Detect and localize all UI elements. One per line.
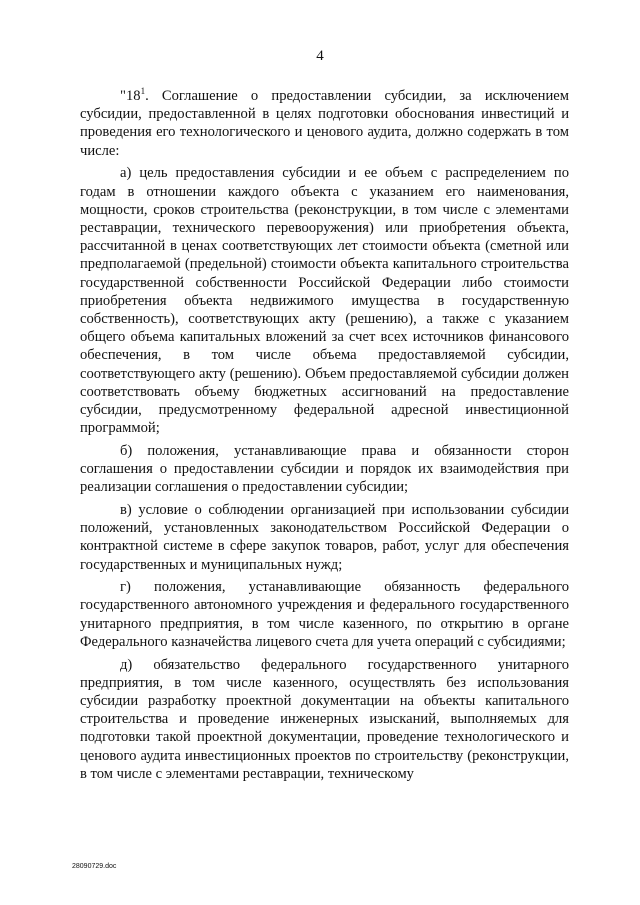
item-b-paragraph: б) положения, устанавливающие права и обязанности сторон соглашения о предоставлении субсидии и порядок их взаимодействия при реализации соглашения о предоставлении субсидии; — [80, 442, 569, 496]
intro-prefix: "18 — [120, 88, 141, 104]
intro-superscript: 1 — [140, 86, 146, 97]
page-number: 4 — [316, 48, 324, 64]
intro-text: . Соглашение о предоставлении субсидии, за исключением субсидии, предоставленной в целях подготовки обоснования инвестиций и проведения его технологического и ценового аудита, должно содержать в том числе: — [80, 88, 569, 159]
item-d-paragraph: г) положения, устанавливающие обязанность федерального государственного автономного учреждения и федерального государственного унитарного предприятия, в том числе казенного, по открытию в органе Федерального казначейства лицевого счета для учета операций с субсидиями; — [80, 579, 569, 650]
intro-paragraph — [80, 87, 569, 160]
document-body — [80, 87, 569, 788]
item-a-paragraph: а) цель предоставления субсидии и ее объем с распределением по годам в отношении каждого объекта с указанием его наименования, мощности, сроков строительства (реконструкции, в том числе с элементами реставрации, технического перевооружения) или приобретения объекта, рассчитанной в ценах соответствующих лет стоимости объекта (сметной или предполагаемой (предельной) стоимости объекта капитального строительства государственной собственности Российской Федерации либо стоимости приобретения объекта недвижимого имущества в государственную собственность), соответствующих акту (решению), а также с указанием общего объема капитальных вложений за счет всех источников финансового обеспечения, в том числе объема предоставляемой субсидии, соответствующего акту (решению). Объем предоставляемой субсидии должен соответствовать объему бюджетных ассигнований на предоставление субсидии, предусмотренному федеральной адресной инвестиционной программой; — [80, 165, 569, 437]
item-e-paragraph: д) обязательство федерального государственного унитарного предприятия, в том числе казенного, осуществлять без использования субсидии разработку проектной документации на объекты капитального строительства и проведение инженерных изысканий, выполняемых для подготовки такой проектной документации, проведение технологического и ценового аудита инвестиционных проектов по строительству (реконструкции, в том числе с элементами реставрации, техническому — [80, 656, 569, 782]
file-name-footer: 28090729.doc — [72, 863, 117, 870]
item-c-paragraph: в) условие о соблюдении организацией при использовании субсидии положений, установленных законодательством Российской Федерации о контрактной системе в сфере закупок товаров, работ, услуг для обеспечения государственных и муниципальных нужд; — [80, 501, 569, 573]
